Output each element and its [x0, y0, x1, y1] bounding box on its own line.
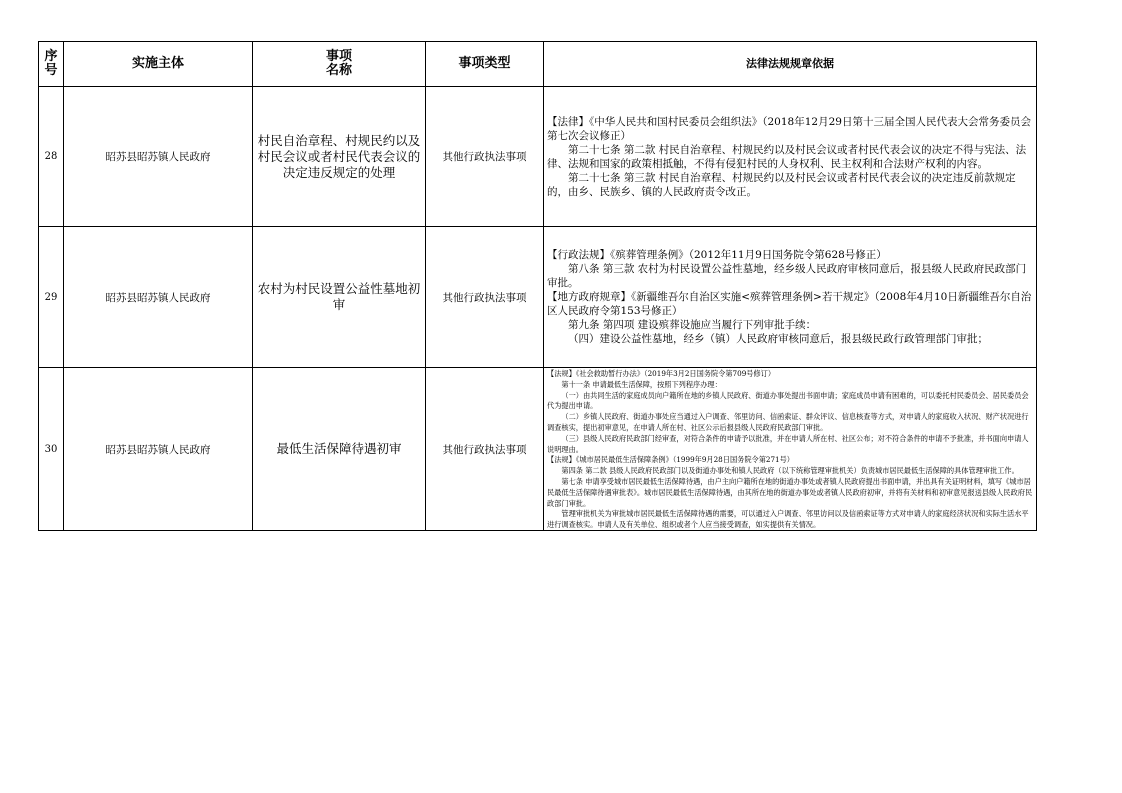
basis-paragraph: （三）县级人民政府民政部门经审查，对符合条件的申请予以批准，并在申请人所在村、社区公布；对不符合条件的申请不予批准，并书面向申请人说明理由。	[547, 433, 1029, 454]
table-row	[39, 87, 1037, 227]
header-entity: 实施主体	[64, 42, 253, 87]
basis-paragraph: 第二十七条 第二款 村民自治章程、村规民约以及村民会议或者村民代表会议的决定不得与宪法、法律、法规和国家的政策相抵触，不得有侵犯村民的人身权利、民主权利和合法财产权利的内容。	[547, 143, 1027, 170]
row-seq: 30	[39, 368, 64, 531]
header-item-name-line1: 事项	[325, 49, 352, 64]
basis-paragraph: 第七条 申请享受城市居民最低生活保障待遇，由户主向户籍所在地的街道办事处或者镇人民政府提出书面申请，并出具有关证明材料，填写《城市居民最低生活保障待遇审批表》。城市居民最低生活保障待遇，由其所在地的街道办事处或者镇人民政府初审，并将有关材料和初审意见报送县级人民政府民政部门审批。	[547, 476, 1033, 508]
row-item-name: 最低生活保障待遇初审	[253, 368, 426, 531]
header-item-name	[253, 42, 426, 87]
row-entity: 昭苏县昭苏镇人民政府	[64, 227, 253, 368]
row-legal-basis	[544, 227, 1037, 368]
basis-paragraph: （一）由共同生活的家庭成员向户籍所在地的乡镇人民政府、街道办事处提出书面申请；家庭成员申请有困难的，可以委托村民委员会、居民委员会代为提出申请。	[547, 390, 1029, 411]
basis-paragraph: 【地方政府规章】《新疆维吾尔自治区实施<殡葬管理条例>若干规定》（2008年4月10日新疆维吾尔自治区人民政府令第153号修正）	[547, 291, 1032, 317]
basis-paragraph: 【法规】《城市居民最低生活保障条例》（1999年9月28日国务院令第271号）	[547, 455, 794, 465]
enforcement-items-table	[38, 41, 1037, 531]
table-row	[39, 368, 1037, 531]
header-item-name-line2: 名称	[325, 63, 352, 78]
row-entity: 昭苏县昭苏镇人民政府	[64, 368, 253, 531]
row-item-type: 其他行政执法事项	[426, 368, 544, 531]
basis-paragraph: 第八条 第三款 农村为村民设置公益性墓地，经乡级人民政府审核同意后，报县级人民政府民政部门审批。	[547, 263, 1027, 289]
header-item-type: 事项类型	[426, 42, 544, 87]
row-item-type: 其他行政执法事项	[426, 87, 544, 227]
row-item-type: 其他行政执法事项	[426, 227, 544, 368]
row-item-name: 农村为村民设置公益性墓地初审	[253, 227, 426, 368]
basis-paragraph: 【行政法规】《殡葬管理条例》（2012年11月9日国务院令第628号修正）	[547, 249, 887, 261]
row-legal-basis	[544, 87, 1037, 227]
basis-paragraph: 【法律】《中华人民共和国村民委员会组织法》（2018年12月29日第十三届全国人民代表大会常务委员会第七次会议修正）	[547, 115, 1031, 142]
row-seq: 29	[39, 227, 64, 368]
basis-paragraph: 第十一条 申请最低生活保障，按照下列程序办理：	[561, 379, 722, 389]
basis-paragraph: 第四条 第二款 县级人民政府民政部门以及街道办事处和镇人民政府（以下统称管理审批机关）负责城市居民最低生活保障的具体管理审批工作。	[561, 466, 1019, 476]
basis-paragraph: 管理审批机关为审批城市居民最低生活保障待遇的需要，可以通过入户调查、邻里访问以及信函索证等方式对申请人的家庭经济状况和实际生活水平进行调查核实。申请人及有关单位、组织或者个人应当接受调查，如实提供有关情况。	[547, 509, 1029, 530]
header-row	[39, 42, 1037, 87]
basis-paragraph: （二）乡镇人民政府、街道办事处应当通过入户调查、邻里访问、信函索证、群众评议、信息核查等方式，对申请人的家庭收入状况、财产状况进行调查核实，提出初审意见，在申请人所在村、社区公示后报县级人民政府民政部门审批。	[547, 412, 1029, 432]
row-seq: 28	[39, 87, 64, 227]
row-item-name: 村民自治章程、村规民约以及村民会议或者村民代表会议的决定违反规定的处理	[253, 87, 426, 227]
row-entity: 昭苏县昭苏镇人民政府	[64, 87, 253, 227]
basis-paragraph: 第二十七条 第三款 村民自治章程、村规民约以及村民会议或者村民代表会议的决定违反前款规定的，由乡、民族乡、镇的人民政府责令改正。	[547, 171, 1016, 198]
basis-paragraph: 【法规】《社会救助暂行办法》（2019年3月2日国务院令第709号修订）	[547, 369, 776, 378]
header-legal-basis: 法律法规规章依据	[544, 42, 1037, 87]
row-legal-basis	[544, 368, 1037, 531]
basis-paragraph: （四）建设公益性墓地，经乡（镇）人民政府审核同意后，报县级民政行政管理部门审批；	[568, 333, 988, 345]
basis-paragraph: 第九条 第四项 建设殡葬设施应当履行下列审批手续：	[568, 319, 817, 331]
header-seq: 序号	[39, 42, 64, 87]
table-row	[39, 227, 1037, 368]
legal-basis-clipped-text	[547, 368, 1033, 530]
